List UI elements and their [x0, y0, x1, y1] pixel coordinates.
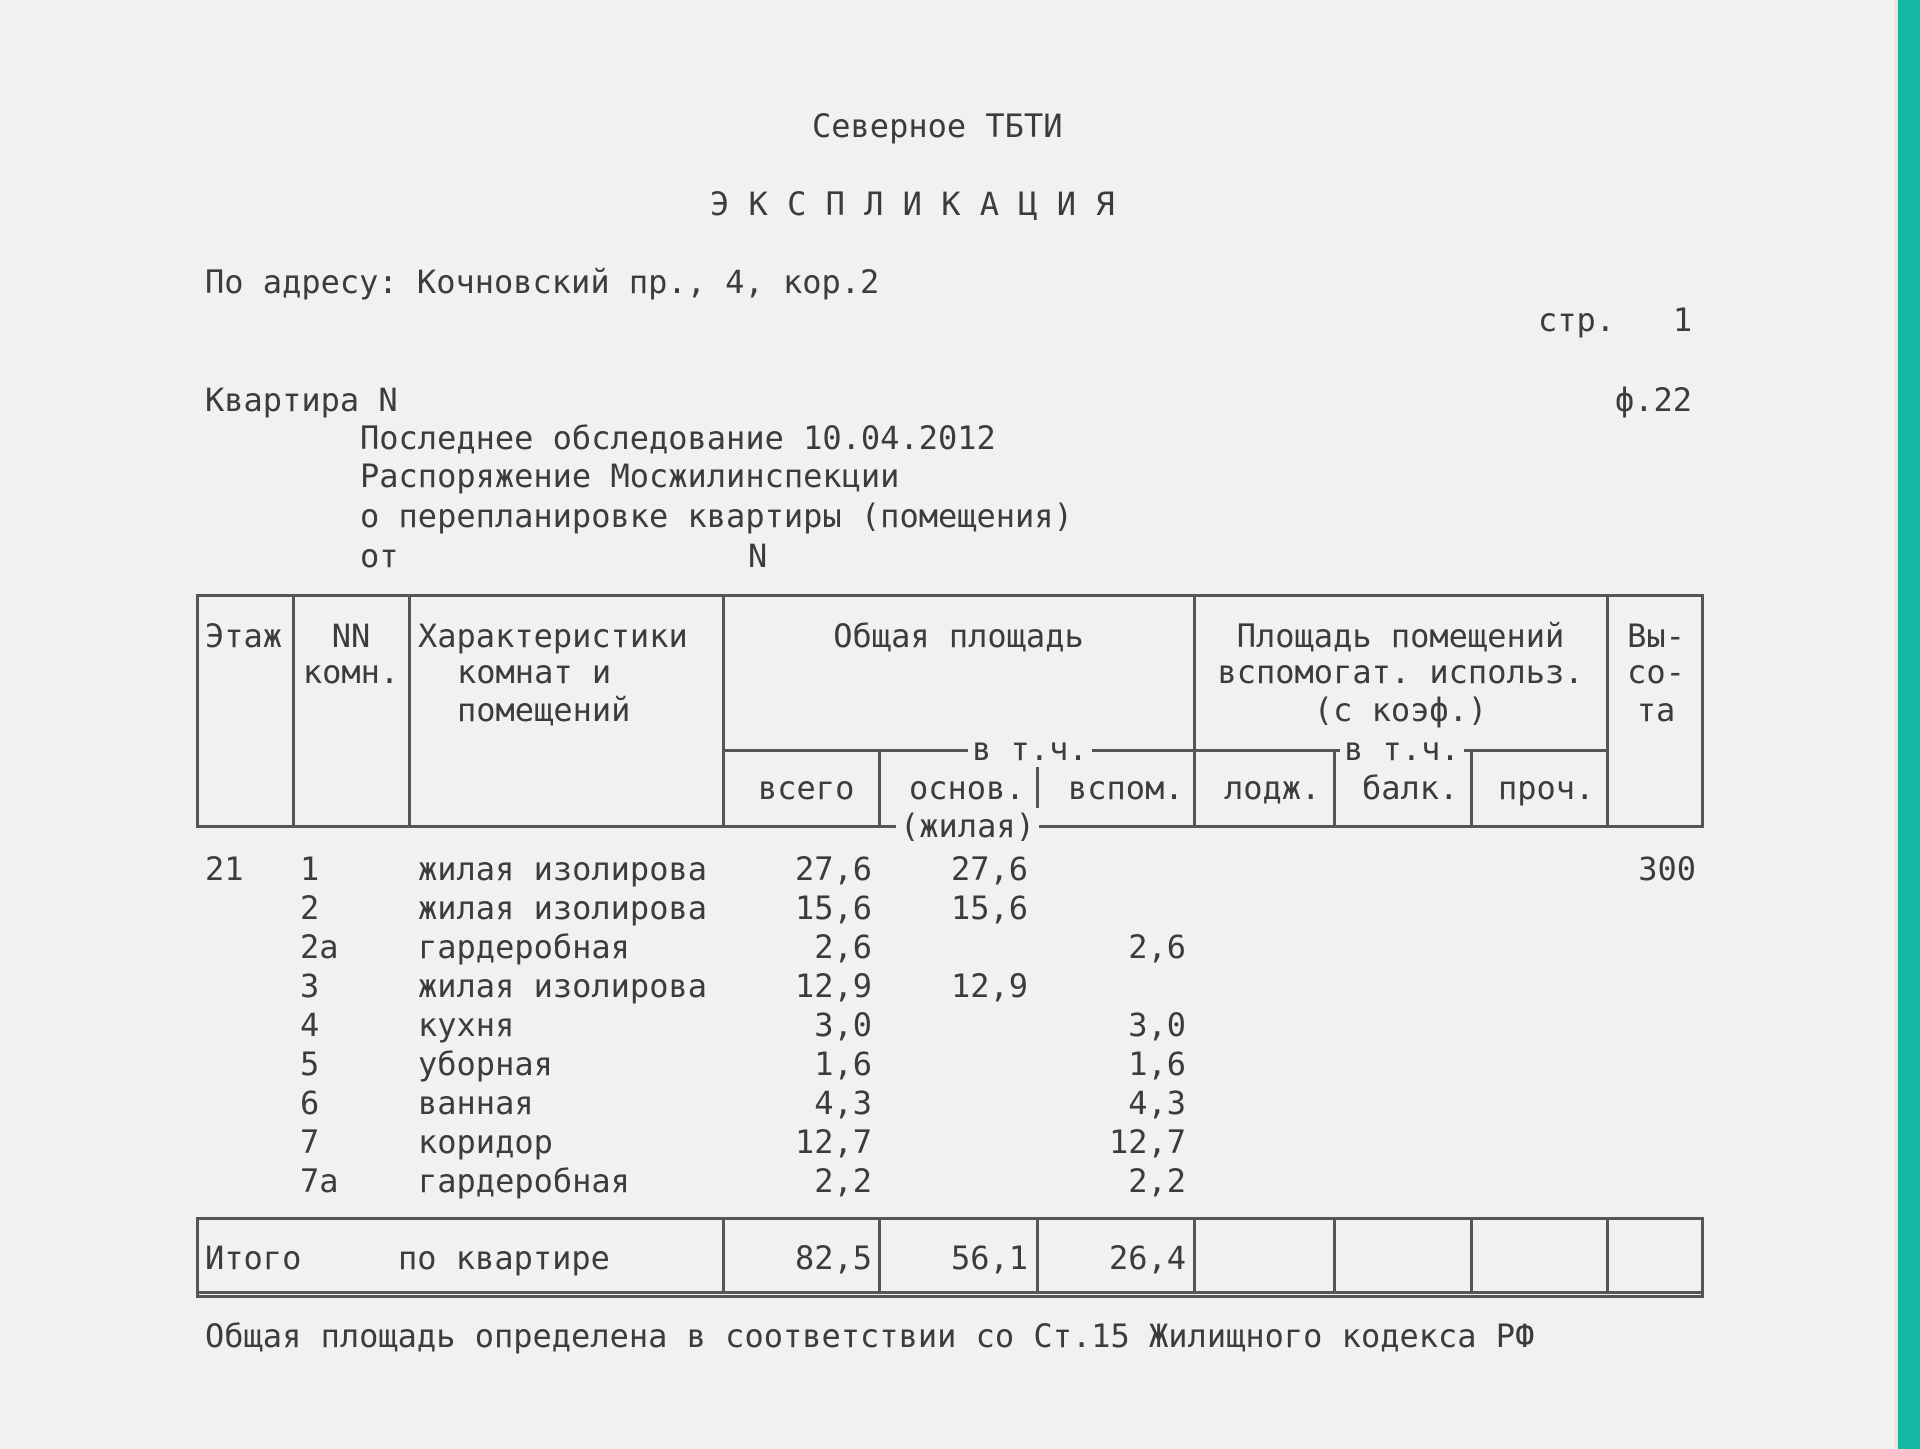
- room-name: коридор: [418, 1123, 553, 1161]
- header-including-2: в т.ч.: [1340, 731, 1464, 767]
- header-aux-area-3: (с коэф.): [1313, 691, 1488, 729]
- room-name: жилая изолирова: [418, 850, 707, 888]
- header-aux-area-2: вспомогат. использ.: [1217, 653, 1584, 691]
- divider: [722, 749, 1196, 752]
- room-number: 7а: [300, 1162, 339, 1200]
- order-from: от: [360, 537, 399, 575]
- divider: [1470, 1217, 1473, 1294]
- organization-name: Северное ТБТИ: [812, 107, 1063, 145]
- room-aux-area: 2,6: [1128, 928, 1186, 966]
- totals-main: 56,1: [950, 1239, 1028, 1277]
- header-balcony: балк.: [1362, 769, 1459, 807]
- header-total-area: Общая площадь: [833, 617, 1084, 655]
- room-name: жилая изолирова: [418, 889, 707, 927]
- divider: [1193, 1217, 1196, 1294]
- header-total: всего: [758, 769, 855, 807]
- room-number: 2а: [300, 928, 339, 966]
- divider: [1036, 1217, 1039, 1294]
- divider: [878, 749, 881, 828]
- room-main-area: 15,6: [950, 889, 1028, 927]
- room-total-area: 2,2: [814, 1162, 872, 1200]
- divider: [408, 594, 411, 828]
- room-total-area: 3,0: [814, 1006, 872, 1044]
- room-aux-area: 2,2: [1128, 1162, 1186, 1200]
- totals-scope: по квартире: [398, 1239, 610, 1277]
- form-number: ф.22: [1615, 381, 1693, 419]
- last-survey: Последнее обследование 10.04.2012: [360, 419, 996, 457]
- header-aux: вспом.: [1068, 769, 1184, 807]
- document-title: Э К С П Л И К А Ц И Я: [710, 185, 1115, 223]
- room-total-area: 12,7: [794, 1123, 872, 1161]
- header-height-3: та: [1636, 691, 1676, 729]
- room-number: 6: [300, 1084, 320, 1122]
- room-number: 3: [300, 967, 320, 1005]
- room-name: ванная: [418, 1084, 534, 1122]
- page-number: стр. 1: [1538, 301, 1693, 339]
- header-loggia: лодж.: [1224, 769, 1321, 807]
- header-characteristics-2: комнат и: [457, 653, 612, 691]
- divider: [1333, 1217, 1336, 1294]
- header-characteristics-3: помещений: [457, 691, 631, 729]
- order-line-1: Распоряжение Мосжилинспекции: [360, 457, 900, 495]
- room-total-area: 12,9: [794, 967, 872, 1005]
- room-number: 7: [300, 1123, 320, 1161]
- header-other: проч.: [1498, 769, 1595, 807]
- room-name: жилая изолирова: [418, 967, 707, 1005]
- room-name: гардеробная: [418, 1162, 630, 1200]
- address-line: По адресу: Кочновский пр., 4, кор.2: [205, 263, 880, 301]
- divider: [1470, 749, 1473, 828]
- room-number: 2: [300, 889, 320, 927]
- totals-double-line: [196, 1291, 1704, 1294]
- divider: [1333, 749, 1336, 828]
- scan-edge: [1898, 0, 1920, 1449]
- header-living: (жилая): [896, 808, 1039, 844]
- height-value: 300: [1638, 850, 1696, 888]
- header-room-no-1: NN: [331, 617, 371, 655]
- room-total-area: 1,6: [814, 1045, 872, 1083]
- header-main: основ.: [909, 769, 1025, 807]
- header-including: в т.ч.: [968, 731, 1092, 767]
- header-characteristics-1: Характеристики: [418, 617, 688, 655]
- room-total-area: 2,6: [814, 928, 872, 966]
- header-floor: Этаж: [205, 617, 283, 655]
- divider: [1606, 1217, 1609, 1294]
- room-aux-area: 4,3: [1128, 1084, 1186, 1122]
- apartment-label: Квартира N: [205, 381, 398, 419]
- room-name: кухня: [418, 1006, 515, 1044]
- header-height-2: со-: [1627, 653, 1685, 691]
- room-total-area: 4,3: [814, 1084, 872, 1122]
- totals-total: 82,5: [794, 1239, 872, 1277]
- totals-aux: 26,4: [1108, 1239, 1186, 1277]
- room-name: уборная: [418, 1045, 553, 1083]
- header-aux-area-1: Площадь помещений: [1236, 617, 1565, 655]
- room-number: 4: [300, 1006, 320, 1044]
- order-number: N: [748, 537, 768, 575]
- room-number: 5: [300, 1045, 320, 1083]
- room-total-area: 27,6: [794, 850, 872, 888]
- room-main-area: 27,6: [950, 850, 1028, 888]
- room-aux-area: 3,0: [1128, 1006, 1186, 1044]
- header-height-1: Вы-: [1627, 617, 1685, 655]
- room-aux-area: 1,6: [1128, 1045, 1186, 1083]
- divider: [722, 1217, 725, 1294]
- floor-value: 21: [205, 850, 244, 888]
- order-line-2: о перепланировке квартиры (помещения): [360, 497, 1073, 535]
- totals-label: Итого: [205, 1239, 302, 1277]
- room-number: 1: [300, 850, 320, 888]
- header-room-no-2: комн.: [302, 653, 400, 691]
- footer-note: Общая площадь определена в соответствии со Ст.15 Жилищного кодекса РФ: [205, 1317, 1535, 1355]
- room-total-area: 15,6: [794, 889, 872, 927]
- room-main-area: 12,9: [950, 967, 1028, 1005]
- room-aux-area: 12,7: [1108, 1123, 1186, 1161]
- divider: [878, 1217, 881, 1294]
- room-name: гардеробная: [418, 928, 630, 966]
